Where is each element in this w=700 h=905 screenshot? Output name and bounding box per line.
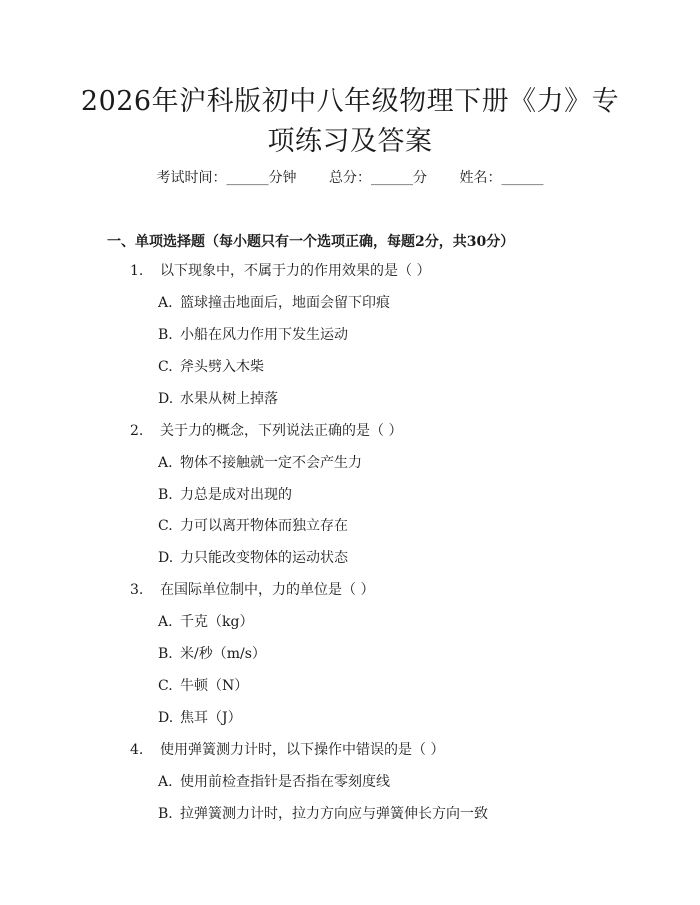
section-title: 一、单项选择题（每小题只有一个选项正确，每题2分，共30分）: [107, 234, 515, 250]
option-text: 力总是成对出现的: [180, 487, 292, 503]
option-1b: [158, 325, 348, 345]
option-text: 力可以离开物体而独立存在: [180, 518, 348, 534]
option-text: 水果从树上掉落: [180, 391, 278, 407]
option-2b: [158, 485, 292, 505]
option-1c: [158, 357, 264, 377]
option-text: 拉弹簧测力计时，拉力方向应与弹簧伸长方向一致: [180, 806, 488, 822]
option-letter: A.: [158, 295, 173, 311]
option-letter: A.: [158, 774, 173, 790]
option-letter: A.: [158, 455, 173, 471]
option-text: 牛顿（N）: [180, 678, 249, 694]
option-3d: [158, 708, 242, 728]
question-number: 1.: [130, 263, 144, 279]
option-letter: C.: [158, 518, 173, 534]
question-text: 关于力的概念，下列说法正确的是（ ）: [160, 423, 403, 439]
option-text: 焦耳（J）: [180, 710, 242, 726]
option-letter: D.: [158, 550, 174, 566]
option-3b: [158, 644, 266, 664]
option-text: 小船在风力作用下发生运动: [180, 327, 348, 343]
option-letter: A.: [158, 614, 173, 630]
exam-time: 考试时间：______分钟: [156, 170, 297, 186]
option-text: 千克（kg）: [180, 614, 254, 630]
option-2a: [158, 453, 362, 473]
option-letter: C.: [158, 678, 173, 694]
option-3a: [158, 612, 253, 632]
option-2c: [158, 516, 348, 536]
question-4: [130, 740, 444, 760]
exam-score: 总分：______分: [329, 170, 427, 186]
question-text: 以下现象中，不属于力的作用效果的是（ ）: [160, 263, 431, 279]
option-text: 物体不接触就一定不会产生力: [180, 455, 362, 471]
option-letter: B.: [158, 646, 173, 662]
option-1d: [158, 389, 278, 409]
question-text: 在国际单位制中，力的单位是（ ）: [160, 582, 375, 598]
title-line-2: 项练习及答案: [267, 126, 433, 157]
option-letter: D.: [158, 391, 174, 407]
option-text: 使用前检查指针是否指在零刻度线: [180, 774, 390, 790]
exam-info: [0, 168, 700, 188]
option-text: 斧头劈入木柴: [180, 359, 264, 375]
option-text: 篮球撞击地面后，地面会留下印痕: [180, 295, 390, 311]
question-1: [130, 261, 430, 281]
question-number: 3.: [130, 582, 144, 598]
option-letter: B.: [158, 487, 173, 503]
option-letter: D.: [158, 710, 174, 726]
document-title: [70, 82, 630, 162]
question-3: [130, 580, 374, 600]
option-4b: [158, 804, 488, 824]
option-letter: C.: [158, 359, 173, 375]
option-1a: [158, 293, 390, 313]
option-3c: [158, 676, 248, 696]
question-number: 2.: [130, 423, 144, 439]
option-letter: B.: [158, 806, 173, 822]
question-text: 使用弹簧测力计时，以下操作中错误的是（ ）: [160, 742, 445, 758]
question-number: 4.: [130, 742, 144, 758]
option-4a: [158, 772, 390, 792]
exam-name: 姓名：______: [459, 170, 544, 186]
title-line-1: 2026年沪科版初中八年级物理下册《力》专: [80, 86, 620, 117]
option-text: 力只能改变物体的运动状态: [180, 550, 348, 566]
option-text: 米/秒（m/s）: [180, 646, 266, 662]
option-letter: B.: [158, 327, 173, 343]
question-2: [130, 421, 402, 441]
option-2d: [158, 548, 348, 568]
